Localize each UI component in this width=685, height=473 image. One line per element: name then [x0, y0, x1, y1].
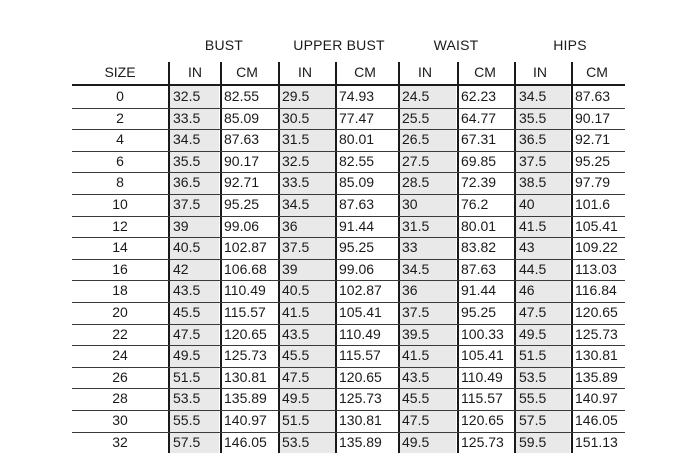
- upper-bust-in-cell: 37.5: [282, 239, 310, 256]
- upper-bust-in-cell: 43.5: [282, 325, 310, 342]
- upper-bust-in-cell: 39: [282, 260, 298, 277]
- size-cell: 32: [112, 433, 128, 450]
- bust-cm-cell: 140.97: [224, 412, 267, 428]
- waist-cm-cell: 67.31: [461, 131, 497, 148]
- waist-in-cell: 36: [402, 282, 418, 299]
- column-divider: [278, 62, 280, 453]
- group-header-bust: BUST: [204, 37, 244, 53]
- bust-in-cell: 49.5: [173, 347, 201, 364]
- upper-bust-in-cell: 29.5: [282, 88, 310, 104]
- hips-in-cell: 57.5: [519, 412, 547, 428]
- waist-cm-cell: 62.23: [461, 88, 497, 104]
- row-divider: [72, 108, 625, 109]
- upper-bust-cm-cell: 102.87: [339, 282, 382, 299]
- bust-in-cell: 51.5: [173, 368, 201, 385]
- upper-bust-in-cell: 30.5: [282, 109, 310, 126]
- bust-in-cell: 36.5: [173, 174, 201, 191]
- hips-cm-cell: 105.41: [575, 217, 618, 234]
- size-cell: 26: [112, 368, 128, 385]
- waist-in-cell: 45.5: [402, 390, 430, 407]
- hips-in-header: IN: [533, 64, 547, 80]
- upper-bust-cm-cell: 91.44: [339, 217, 375, 234]
- bust-in-cell: 53.5: [173, 390, 201, 407]
- bust-cm-cell: 130.81: [224, 368, 267, 385]
- upper-bust-in-cell: 36: [282, 217, 298, 234]
- hips-cm-cell: 125.73: [575, 325, 618, 342]
- row-divider: [72, 280, 625, 281]
- bust-cm-cell: 125.73: [224, 347, 267, 364]
- bust-cm-cell: 110.49: [224, 282, 266, 299]
- upper-bust-cm-cell: 82.55: [339, 152, 375, 169]
- hips-in-cell: 49.5: [519, 325, 547, 342]
- hips-cm-cell: 140.97: [575, 390, 618, 407]
- upper-bust-in-cell: 40.5: [282, 282, 310, 299]
- bust-in-cell: 37.5: [173, 196, 201, 212]
- bust-cm-cell: 95.25: [224, 196, 260, 212]
- waist-cm-cell: 95.25: [461, 304, 497, 320]
- hips-cm-cell: 95.25: [575, 152, 611, 169]
- waist-in-cell: 33: [402, 239, 418, 256]
- waist-cm-cell: 83.82: [461, 239, 497, 256]
- upper-bust-in-cell: 34.5: [282, 196, 310, 212]
- bust-in-cell: 34.5: [173, 131, 201, 148]
- hips-cm-cell: 109.22: [575, 239, 618, 256]
- waist-cm-cell: 110.49: [461, 368, 503, 385]
- bust-cm-cell: 92.71: [224, 174, 260, 191]
- bust-cm-header: CM: [236, 64, 258, 80]
- upper-bust-in-cell: 51.5: [282, 412, 310, 428]
- upper-bust-cm-cell: 105.41: [339, 304, 382, 320]
- upper-bust-cm-cell: 130.81: [339, 412, 382, 428]
- row-divider: [72, 151, 625, 152]
- size-cell: 20: [112, 304, 128, 320]
- hips-in-cell: 51.5: [519, 347, 547, 364]
- upper-bust-in-cell: 32.5: [282, 152, 310, 169]
- hips-in-cell: 47.5: [519, 304, 547, 320]
- size-cell: 2: [116, 109, 124, 126]
- waist-cm-cell: 125.73: [461, 433, 504, 450]
- waist-cm-cell: 105.41: [461, 347, 504, 364]
- column-divider: [457, 62, 459, 453]
- bust-in-cell: 40.5: [173, 239, 201, 256]
- row-divider: [72, 194, 625, 195]
- waist-cm-cell: 76.2: [461, 196, 489, 212]
- hips-cm-cell: 87.63: [575, 88, 611, 104]
- upper-bust-in-cell: 45.5: [282, 347, 310, 364]
- size-cell: 10: [112, 196, 128, 212]
- hips-in-cell: 43: [519, 239, 535, 256]
- bust-in-cell: 47.5: [173, 325, 201, 342]
- bust-in-cell: 42: [173, 260, 189, 277]
- size-cell: 24: [112, 347, 128, 364]
- waist-in-cell: 37.5: [402, 304, 430, 320]
- hips-in-cell: 44.5: [519, 260, 547, 277]
- hips-cm-cell: 101.6: [575, 196, 611, 212]
- row-divider: [72, 345, 625, 346]
- waist-cm-cell: 69.85: [461, 152, 497, 169]
- size-cell: 30: [112, 412, 128, 428]
- upper-bust-in-cell: 31.5: [282, 131, 310, 148]
- column-divider: [335, 62, 337, 453]
- bust-cm-cell: 85.09: [224, 109, 260, 126]
- bust-in-cell: 43.5: [173, 282, 201, 299]
- size-cell: 12: [112, 217, 128, 234]
- waist-in-cell: 49.5: [402, 433, 430, 450]
- upper-bust-cm-cell: 77.47: [339, 109, 375, 126]
- size-cell: 28: [112, 390, 128, 407]
- upper-bust-cm-header: CM: [354, 64, 376, 80]
- bust-in-cell: 32.5: [173, 88, 201, 104]
- hips-in-cell: 40: [519, 196, 535, 212]
- hips-cm-cell: 97.79: [575, 174, 611, 191]
- waist-cm-cell: 87.63: [461, 260, 497, 277]
- upper-bust-in-cell: 49.5: [282, 390, 310, 407]
- upper-bust-cm-cell: 95.25: [339, 239, 375, 256]
- hips-cm-cell: 116.84: [575, 282, 617, 299]
- size-cell: 6: [116, 152, 124, 169]
- waist-in-cell: 43.5: [402, 368, 430, 385]
- hips-cm-cell: 130.81: [575, 347, 618, 364]
- waist-cm-cell: 120.65: [461, 412, 504, 428]
- waist-cm-cell: 80.01: [461, 217, 497, 234]
- column-divider: [398, 62, 400, 453]
- row-divider: [72, 129, 625, 130]
- upper-bust-cm-cell: 74.93: [339, 88, 375, 104]
- size-cell: 18: [112, 282, 128, 299]
- hips-in-cell: 46: [519, 282, 535, 299]
- waist-in-cell: 25.5: [402, 109, 430, 126]
- upper-bust-cm-cell: 85.09: [339, 174, 375, 191]
- hips-in-cell: 55.5: [519, 390, 547, 407]
- row-divider: [72, 410, 625, 411]
- upper-bust-cm-cell: 135.89: [339, 433, 382, 450]
- waist-in-cell: 26.5: [402, 131, 430, 148]
- waist-cm-header: CM: [474, 64, 496, 80]
- waist-in-cell: 39.5: [402, 325, 430, 342]
- waist-in-header: IN: [418, 64, 432, 80]
- waist-cm-cell: 115.57: [461, 390, 503, 407]
- bust-in-cell: 35.5: [173, 152, 201, 169]
- row-divider: [72, 324, 625, 325]
- hips-in-cell: 59.5: [519, 433, 547, 450]
- hips-cm-cell: 135.89: [575, 368, 618, 385]
- upper-bust-cm-cell: 80.01: [339, 131, 375, 148]
- bust-cm-cell: 90.17: [224, 152, 260, 169]
- hips-cm-header: CM: [586, 64, 608, 80]
- bust-cm-cell: 115.57: [224, 304, 266, 320]
- size-cell: 16: [112, 260, 128, 277]
- bust-cm-cell: 87.63: [224, 131, 260, 148]
- bust-cm-cell: 82.55: [224, 88, 260, 104]
- waist-in-cell: 28.5: [402, 174, 430, 191]
- hips-in-cell: 34.5: [519, 88, 547, 104]
- column-divider: [571, 62, 573, 453]
- bust-in-cell: 57.5: [173, 433, 201, 450]
- hips-cm-cell: 120.65: [575, 304, 618, 320]
- row-divider: [72, 302, 625, 303]
- group-header-waist: WAIST: [433, 37, 479, 53]
- bust-in-cell: 33.5: [173, 109, 201, 126]
- upper-bust-in-cell: 33.5: [282, 174, 310, 191]
- row-divider: [72, 216, 625, 217]
- bust-in-cell: 39: [173, 217, 189, 234]
- upper-bust-in-cell: 53.5: [282, 433, 310, 450]
- size-cell: 22: [112, 325, 128, 342]
- hips-cm-cell: 92.71: [575, 131, 611, 148]
- size-cell: 4: [116, 131, 124, 148]
- group-header-hips: HIPS: [553, 37, 587, 53]
- hips-in-cell: 37.5: [519, 152, 547, 169]
- hips-in-cell: 36.5: [519, 131, 547, 148]
- waist-in-cell: 41.5: [402, 347, 430, 364]
- waist-in-cell: 47.5: [402, 412, 430, 428]
- size-cell: 8: [116, 174, 124, 191]
- bust-cm-cell: 99.06: [224, 217, 260, 234]
- upper-bust-in-header: IN: [298, 64, 312, 80]
- size-column-header: SIZE: [104, 64, 136, 80]
- row-divider: [72, 432, 625, 433]
- waist-in-cell: 31.5: [402, 217, 430, 234]
- bust-in-cell: 55.5: [173, 412, 201, 428]
- bust-cm-cell: 102.87: [224, 239, 267, 256]
- hips-cm-cell: 90.17: [575, 109, 611, 126]
- upper-bust-cm-cell: 87.63: [339, 196, 375, 212]
- waist-cm-cell: 72.39: [461, 174, 497, 191]
- size-cell: 0: [116, 88, 124, 104]
- size-cell: 14: [112, 239, 128, 256]
- bust-in-cell: 45.5: [173, 304, 201, 320]
- bust-cm-cell: 135.89: [224, 390, 267, 407]
- row-divider: [72, 237, 625, 238]
- hips-cm-cell: 151.13: [575, 433, 618, 450]
- waist-in-cell: 30: [402, 196, 418, 212]
- hips-cm-cell: 146.05: [575, 412, 618, 428]
- upper-bust-cm-cell: 110.49: [339, 325, 381, 342]
- column-divider: [168, 62, 170, 453]
- bust-cm-cell: 120.65: [224, 325, 267, 342]
- hips-cm-cell: 113.03: [575, 260, 617, 277]
- upper-bust-in-cell: 41.5: [282, 304, 310, 320]
- bust-in-header: IN: [188, 64, 202, 80]
- bust-cm-cell: 146.05: [224, 433, 267, 450]
- group-header-upper-bust: UPPER BUST: [293, 37, 385, 53]
- waist-in-cell: 24.5: [402, 88, 430, 104]
- hips-in-cell: 53.5: [519, 368, 547, 385]
- row-divider: [72, 388, 625, 389]
- waist-cm-cell: 64.77: [461, 109, 497, 126]
- hips-in-cell: 38.5: [519, 174, 547, 191]
- row-divider: [72, 367, 625, 368]
- bust-cm-cell: 106.68: [224, 260, 267, 277]
- upper-bust-cm-cell: 99.06: [339, 260, 375, 277]
- waist-in-cell: 27.5: [402, 152, 430, 169]
- row-divider: [72, 259, 625, 260]
- waist-cm-cell: 100.33: [461, 325, 504, 342]
- upper-bust-in-cell: 47.5: [282, 368, 310, 385]
- hips-in-cell: 41.5: [519, 217, 547, 234]
- upper-bust-cm-cell: 115.57: [339, 347, 381, 364]
- upper-bust-cm-cell: 125.73: [339, 390, 382, 407]
- waist-in-cell: 34.5: [402, 260, 430, 277]
- row-divider: [72, 172, 625, 173]
- upper-bust-cm-cell: 120.65: [339, 368, 382, 385]
- hips-in-cell: 35.5: [519, 109, 547, 126]
- column-divider: [220, 62, 222, 453]
- waist-cm-cell: 91.44: [461, 282, 497, 299]
- column-divider: [514, 62, 516, 453]
